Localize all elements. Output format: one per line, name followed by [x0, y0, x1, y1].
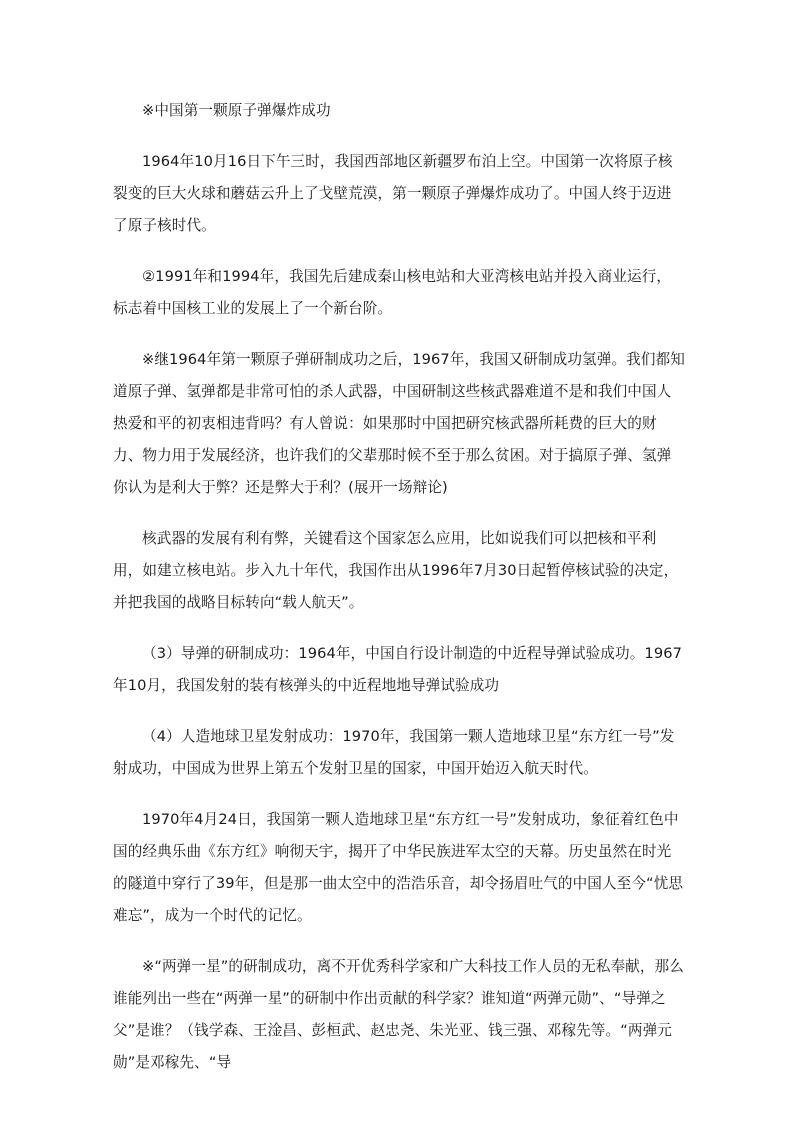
paragraph-hydrogen-bomb-debate: ※继1964年第一颗原子弹研制成功之后，1967年，我国又研制成功氢弹。我们都知道原子弹、氢弹都是非常可怕的杀人武器，中国研制这些核武器难道不是和我们中国人热爱和平的初衷相违背吗？有人曾说：如果那时中国把研究核武器所耗费的巨大的财力、物力用于发展经济，也许我们的父辈那时候不至于那么贫困。对于搞原子弹、氢弹你认为是利大于弊？还是弊大于利？(展开一场辩论): [113, 351, 685, 496]
paragraph-heading-atomic-bomb: ※中国第一颗原子弹爆炸成功: [142, 102, 331, 119]
paragraph-satellite-launch: （4）人造地球卫星发射成功：1970年，我国第一颗人造地球卫星“东方红一号”发射成功，中国成为世界上第五个发射卫星的国家，中国开始迈入航天时代。: [113, 728, 675, 777]
paragraph-nuclear-pros-cons: 核武器的发展有利有弊，关键看这个国家怎么应用，比如说我们可以把核和平利用，如建立核电站。步入九十年代，我国作出从1996年7月30日起暂停核试验的决定，并把我国的战略目标转向“载人航天”。: [113, 530, 679, 611]
document-body: [113, 95, 685, 1079]
paragraph-scientists: ※“两弹一星”的研制成功，离不开优秀科学家和广大科技工作人员的无私奉献，那么谁能列出一些在“两弹一星”的研制中作出贡献的科学家？谁知道“两弹元勋”、“导弹之父”是谁？（钱学森、王淦昌、彭桓武、赵忠尧、朱光亚、钱三强、邓稼先等。“两弹元勋”是邓稼先、“导: [113, 958, 684, 1071]
paragraph-dongfanghong-memory: 1970年4月24日，我国第一颗人造地球卫星“东方红一号”发射成功，象征着红色中国的经典乐曲《东方红》响彻天宇，揭开了中华民族进军太空的天幕。历史虽然在时光的隧道中穿行了39年，但是那一曲太空中的浩浩乐音，却令扬眉吐气的中国人至今“忧思难忘”，成为一个时代的记忆。: [113, 811, 684, 924]
paragraph-atomic-bomb-test: 1964年10月16日下午三时，我国西部地区新疆罗布泊上空。中国第一次将原子核裂变的巨大火球和蘑菇云升上了戈壁荒漠，第一颗原子弹爆炸成功了。中国人终于迈进了原子核时代。: [113, 153, 673, 234]
paragraph-nuclear-power-plants: ②1991年和1994年，我国先后建成秦山核电站和大亚湾核电站并投入商业运行，标志着中国核工业的发展上了一个新台阶。: [113, 268, 672, 317]
paragraph-missile-success: （3）导弹的研制成功：1964年，中国自行设计制造的中近程导弹试验成功。1967年10月，我国发射的装有核弹头的中近程地地导弹试验成功: [113, 645, 682, 694]
